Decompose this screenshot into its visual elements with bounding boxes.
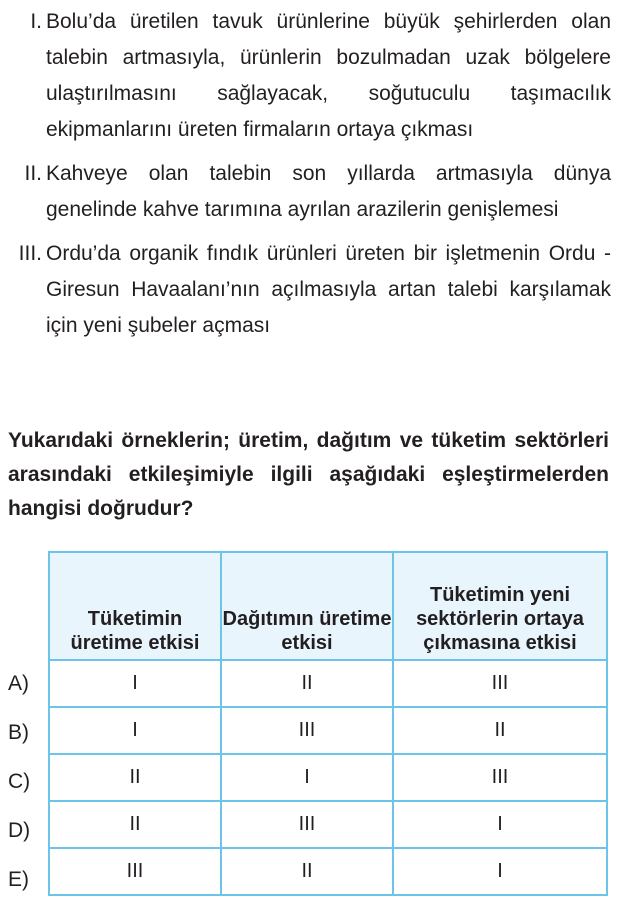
statement-numeral: II. [24, 162, 42, 185]
statement-2 [0, 156, 619, 228]
table-cell: III [221, 801, 393, 848]
table-row [49, 660, 607, 707]
option-e[interactable]: E) [8, 868, 29, 891]
table-cell: II [393, 707, 607, 754]
option-b[interactable]: B) [8, 721, 29, 744]
table-cell: III [221, 707, 393, 754]
option-d[interactable]: D) [8, 819, 31, 842]
statement-text: Bolu’da üretilen tavuk ürünlerine büyük şehirlerden olan talebin artmasıyla, ürünlerin bozulmadan uzak bölgelere ulaştırılmasını sağlayacak, soğutuculu taşımacılık ekipmanlarını üreten firmaların ortaya çıkması [46, 10, 611, 141]
table-cell: II [49, 754, 221, 801]
statement-3 [0, 236, 619, 344]
option-labels [8, 659, 50, 904]
table-row [49, 707, 607, 754]
statement-text: Ordu’da organik fındık ürünleri üreten bir işletmenin Ordu - Giresun Havaalanı’nın açılmasıyla artan talebi karşılamak için yeni şubeler açması [46, 242, 611, 337]
table-row [49, 848, 607, 895]
answer-table [48, 551, 608, 896]
option-c[interactable]: C) [8, 770, 31, 793]
statement-text: Kahveye olan talebin son yıllarda artmasıyla dünya genelinde kahve tarımına ayrılan arazilerin genişlemesi [46, 162, 611, 221]
statement-numeral: I. [30, 10, 42, 33]
statement-numeral: III. [18, 242, 42, 265]
table-cell: II [49, 801, 221, 848]
header-consumption-on-new-sectors: Tüketimin yeni sektörlerin ortaya çıkmasına etkisi [393, 552, 607, 660]
header-consumption-on-production: Tüketimin üretime etkisi [49, 552, 221, 660]
question-text: Yukarıdaki örneklerin; üretim, dağıtım ve tüketim sektörleri arasındaki etkileşimiyle ilgili aşağıdaki eşleştirmelerden hangisi doğrudur? [8, 429, 609, 520]
table-header-row [49, 552, 607, 660]
statement-1 [0, 4, 619, 148]
option-a[interactable]: A) [8, 672, 29, 695]
statement-list [0, 4, 619, 352]
table-row [49, 801, 607, 848]
table-cell: I [393, 848, 607, 895]
table-cell: III [49, 848, 221, 895]
header-distribution-on-production: Dağıtımın üretime etkisi [221, 552, 393, 660]
table-row [49, 754, 607, 801]
table-cell: II [221, 660, 393, 707]
table-cell: I [393, 801, 607, 848]
table-cell: I [49, 660, 221, 707]
table-cell: I [221, 754, 393, 801]
table-cell: III [393, 660, 607, 707]
table-cell: I [49, 707, 221, 754]
table-cell: II [221, 848, 393, 895]
table-cell: III [393, 754, 607, 801]
